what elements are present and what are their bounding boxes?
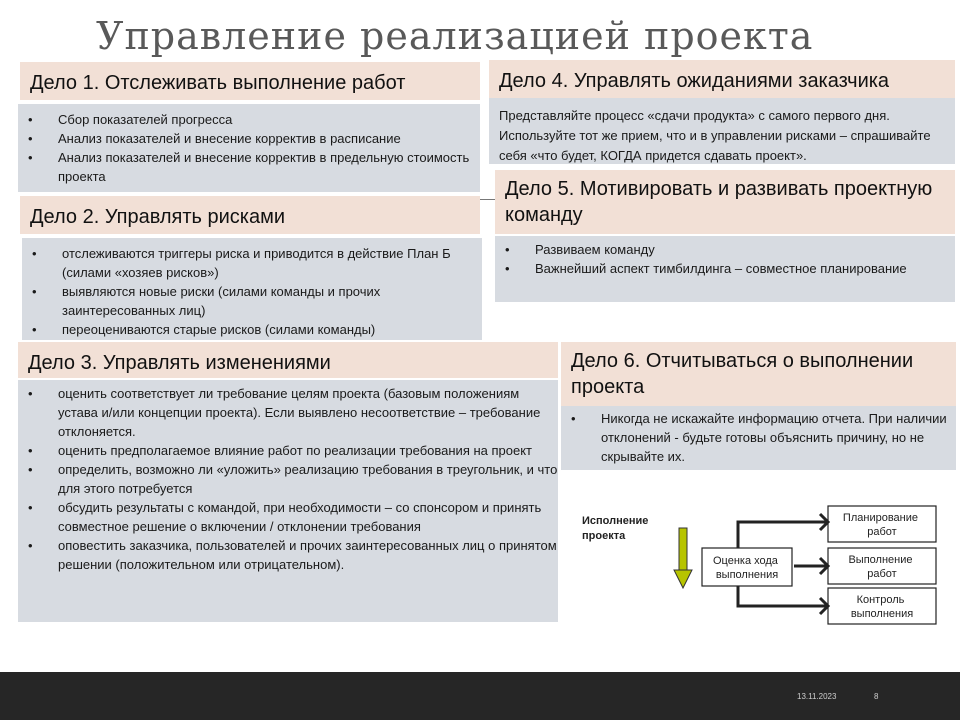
list-item: • Анализ показателей и внесение корректив в расписание — [18, 129, 480, 148]
down-arrow-icon — [674, 528, 692, 588]
slide-date: 13.11.2023 — [797, 692, 837, 701]
case5-body — [495, 236, 955, 302]
case3-body — [18, 380, 558, 622]
doing-box-label: Выполнение работ — [848, 554, 913, 580]
list-item: • Анализ показателей и внесение корректив в предельную стоимость проекта — [18, 148, 480, 186]
case1-body — [18, 104, 480, 192]
list-item: • обсудить результаты с командой, при необходимости – со спонсором и принять совместное решение о включении / отклонении требования — [18, 498, 558, 536]
list-item: • оценить соответствует ли требование целям проекта (базовым положениям устава и/или концепции проекта). Если выявлено несоответствие – требование отклоняется. — [18, 384, 558, 441]
center-box-label: Оценка хода выполнения — [712, 555, 779, 581]
page-number: 8 — [874, 692, 879, 701]
case2-header: Дело 2. Управлять рисками — [20, 196, 480, 234]
list-item: • оценить предполагаемое влияние работ по реализации требования на проект — [18, 441, 558, 460]
case6-body — [561, 406, 956, 470]
list-item: • выявляются новые риски (силами команды и прочих заинтересованных лиц) — [22, 282, 482, 320]
list-item: • переоцениваются старые рисков (силами команды) — [22, 320, 482, 339]
case5-header: Дело 5. Мотивировать и развивать проектную команду — [495, 170, 955, 234]
diagram-label-line1: Исполнение — [582, 515, 649, 527]
connector-line — [480, 199, 496, 200]
footer-bar — [0, 672, 960, 720]
case6-header: Дело 6. Отчитываться о выполнении проекта — [561, 342, 956, 406]
diagram-label — [582, 515, 651, 542]
list-item: • Никогда не искажайте информацию отчета. При наличии отклонений - будьте готовы объяснить причину, но не скрывайте их. — [561, 409, 956, 466]
list-item: • оповестить заказчика, пользователей и прочих заинтересованных лиц о принятом решении (положительном или отрицательном). — [18, 536, 558, 574]
diagram-label-line2: проекта — [582, 530, 626, 542]
list-item: • Важнейший аспект тимбилдинга – совместное планирование — [495, 259, 955, 278]
arrow-to-control — [738, 586, 826, 606]
case4-header: Дело 4. Управлять ожиданиями заказчика — [489, 60, 955, 98]
case2-body — [22, 238, 482, 340]
control-box-label: Контроль выполнения — [850, 594, 914, 620]
execution-diagram — [570, 492, 950, 632]
list-item: • Развиваем команду — [495, 240, 955, 259]
list-item: • отслеживаются триггеры риска и приводится в действие План Б (силами «хозяев рисков») — [22, 244, 482, 282]
case3-header: Дело 3. Управлять изменениями — [18, 342, 558, 378]
slide-title: Управление реализацией проекта — [96, 14, 814, 58]
list-item: • Сбор показателей прогресса — [18, 110, 480, 129]
case1-header: Дело 1. Отслеживать выполнение работ — [20, 62, 480, 100]
case4-body: Представляйте процесс «сдачи продукта» с самого первого дня. Используйте тот же прием, что и в управлении рисками – спрашивайте себя «что будет, КОГДА придется сдавать проект». — [489, 98, 955, 164]
arrow-to-planning — [738, 522, 826, 548]
list-item: • определить, возможно ли «уложить» реализацию требования в треугольник, и что для этого потребуется — [18, 460, 558, 498]
planning-box-label: Планирование работ — [842, 512, 919, 538]
